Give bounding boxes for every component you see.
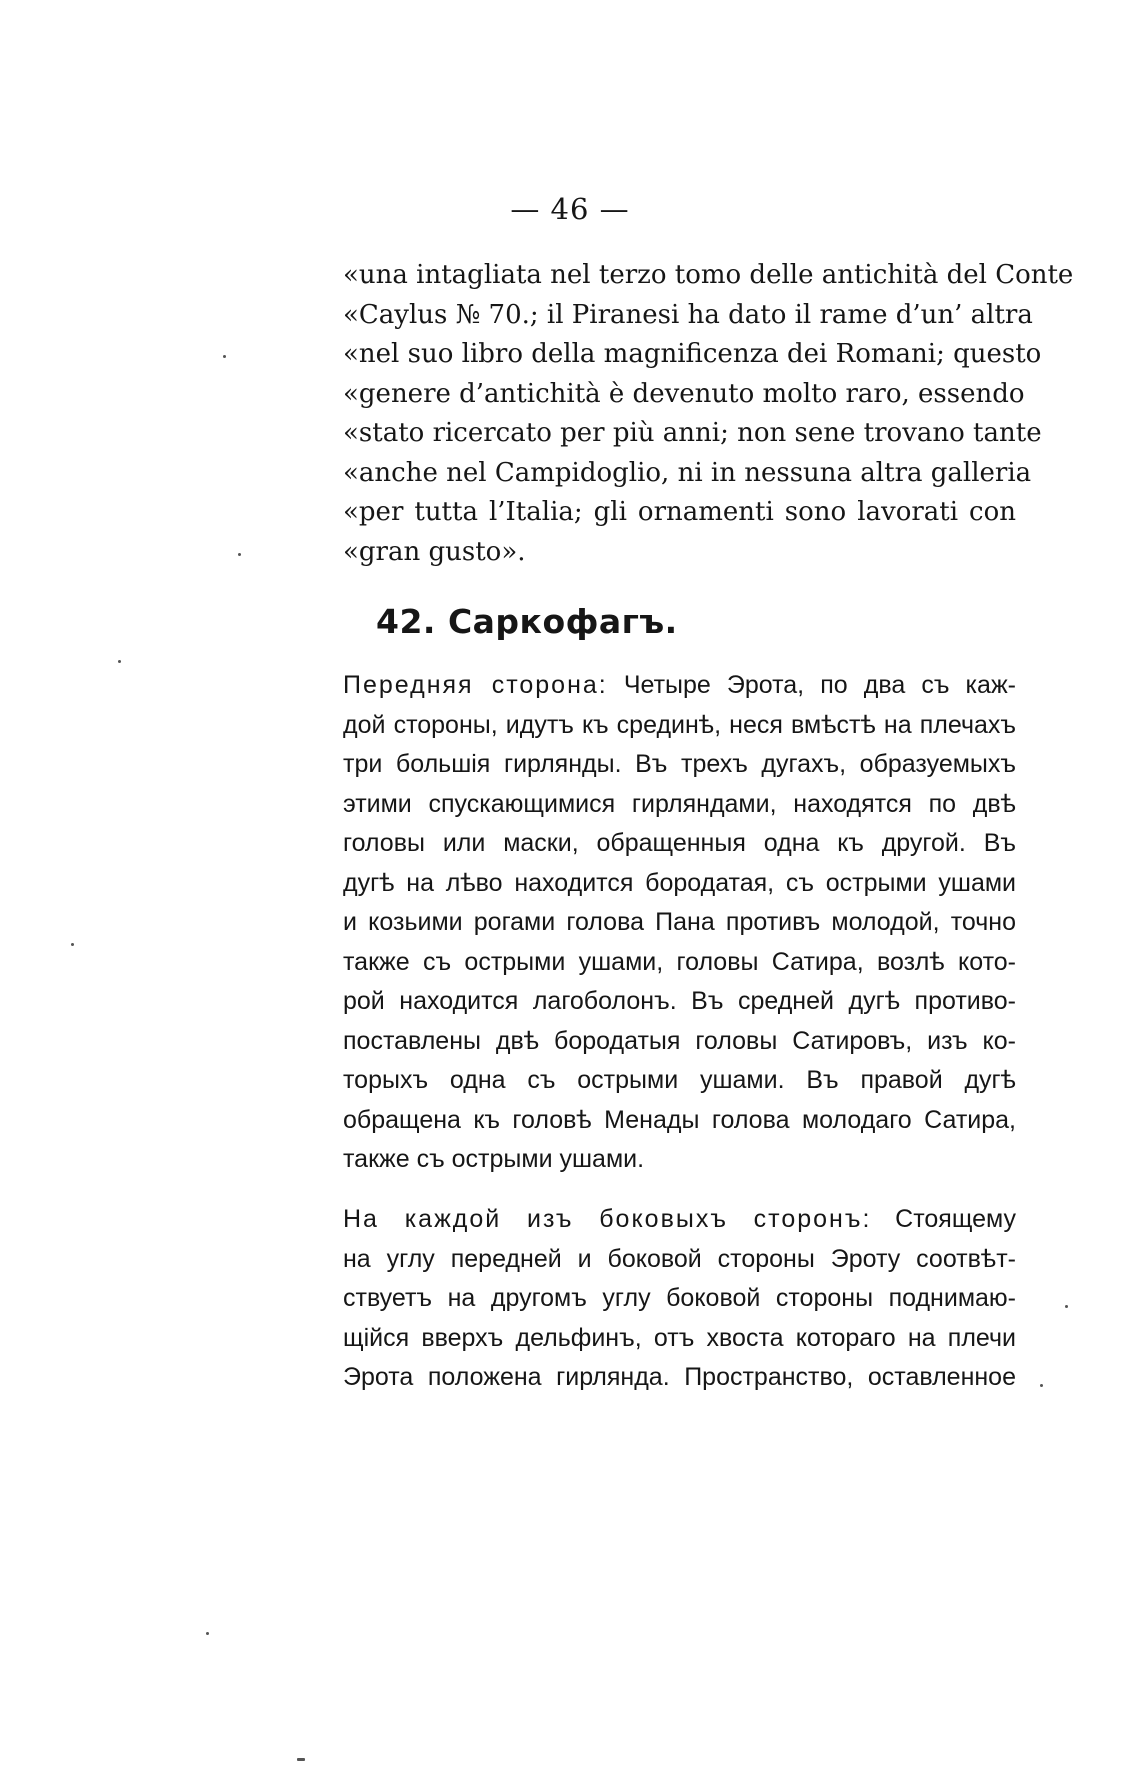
paragraph-line: и козьими рогами голова Пана противъ молодой, точно	[343, 908, 1016, 936]
paragraph-lead: На каждой изъ боковыхъ сторонъ:	[343, 1205, 872, 1233]
paragraph-lateral-sides	[343, 1200, 1016, 1398]
paragraph-line: дугѣ на лѣво находится бородатая, съ острыми ушами	[343, 868, 1016, 897]
quote-line: «nel suo libro della magnificenza dei Romani; questo	[343, 339, 1042, 369]
scan-speck	[71, 943, 74, 946]
quote-line: «Caylus № 70.; il Piranesi ha dato il rame d’un’ altra	[343, 299, 1033, 330]
quote-line: «per tutta l’Italia; gli ornamenti sono lavorati con	[343, 497, 1016, 527]
paragraph-first-rest: Стоящему	[895, 1205, 1016, 1233]
scan-speck	[206, 1632, 209, 1635]
paragraph-line: дой стороны, идутъ къ срединѣ, неся вмѣстѣ на плечахъ	[343, 710, 1016, 739]
scan-speck	[1065, 1305, 1068, 1308]
paragraph-line: рой находится лагоболонъ. Въ средней дугѣ противо-	[343, 987, 1016, 1015]
paragraph-line: на углу передней и боковой стороны Эроту соотвѣт-	[343, 1244, 1016, 1273]
scan-speck	[297, 1758, 305, 1761]
paragraph-line: щійся вверхъ дельфинъ, отъ хвоста котораго на плечи	[343, 1323, 1016, 1352]
scan-speck	[118, 660, 121, 663]
italian-quote	[343, 256, 1074, 572]
page-number: — 46 —	[510, 192, 630, 226]
paragraph-lead: Передняя сторона:	[343, 671, 608, 699]
paragraph-line: Эрота положена гирлянда. Пространство, оставленное	[343, 1363, 1016, 1391]
paragraph-front-side	[343, 666, 1016, 1180]
paragraph-first-line	[343, 1200, 1016, 1240]
quote-line: «gran gusto».	[343, 536, 526, 567]
paragraph-line: также съ острыми ушами, головы Сатира, возлѣ кото-	[343, 947, 1016, 976]
paragraph-line: торыхъ одна съ острыми ушами. Въ правой дугѣ	[343, 1066, 1016, 1094]
paragraph-line: три большія гирлянды. Въ трехъ дугахъ, образуемыхъ	[343, 750, 1016, 778]
scan-speck	[223, 355, 226, 358]
paragraph-line: этими спускающимися гирляндами, находятся по двѣ	[343, 789, 1016, 818]
paragraph-line: головы или маски, обращенныя одна къ другой. Въ	[343, 829, 1016, 857]
scan-speck	[238, 553, 241, 556]
paragraph-first-line	[343, 666, 1016, 706]
quote-line: «genere d’antichità è devenuto molto raro, essendo	[343, 378, 1025, 409]
quote-line: «stato ricercato per più anni; non sene trovano tante	[343, 418, 1042, 448]
section-heading: 42. Саркофагъ.	[376, 602, 678, 641]
scan-speck	[1040, 1384, 1043, 1387]
paragraph-first-rest: Четыре Эрота, по два съ каж-	[623, 671, 1016, 699]
paragraph-line: также съ острыми ушами.	[343, 1145, 645, 1173]
quote-line: «anche nel Campidoglio, ni in nessuna altra galleria	[343, 457, 1032, 488]
quote-line: «una intagliata nel terzo tomo delle antichità del Conte	[343, 260, 1074, 290]
paragraph-line: поставлены двѣ бородатыя головы Сатировъ, изъ ко-	[343, 1026, 1016, 1055]
paragraph-line: обращена къ головѣ Менады голова молодаго Сатира,	[343, 1105, 1016, 1134]
paragraph-line: ствуетъ на другомъ углу боковой стороны поднимаю-	[343, 1284, 1016, 1312]
